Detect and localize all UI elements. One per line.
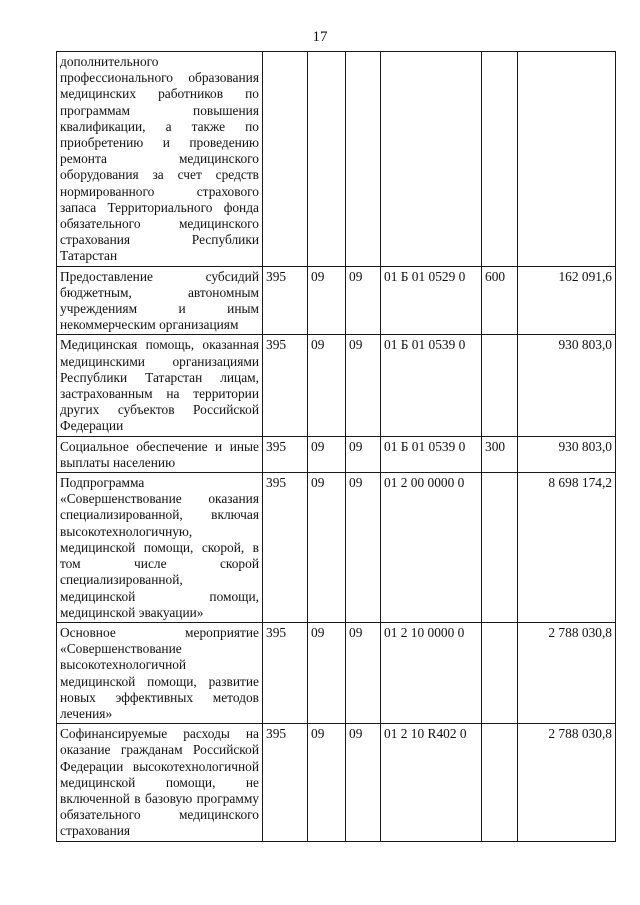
page-number: 17 [312, 29, 328, 45]
section-code-cell: 09 [308, 266, 346, 335]
table-row [57, 52, 616, 267]
section-code-cell: 09 [308, 473, 346, 623]
row-name-cell: Социальное обеспечение и иные выплаты населению [57, 436, 263, 472]
subsection-code-cell: 09 [346, 473, 381, 623]
expense-type-cell [482, 622, 518, 723]
subsection-code-cell: 09 [346, 436, 381, 472]
ministry-code-cell: 395 [263, 436, 308, 472]
subsection-code-cell: 09 [346, 622, 381, 723]
amount-cell: 930 803,0 [518, 436, 616, 472]
amount-cell: 930 803,0 [518, 335, 616, 436]
ministry-code-cell: 395 [263, 335, 308, 436]
subsection-code-cell: 09 [346, 266, 381, 335]
section-code-cell: 09 [308, 622, 346, 723]
ministry-code-cell: 395 [263, 473, 308, 623]
table-row [57, 335, 616, 436]
row-name-cell: дополнительного профессионального образования медицинских работников по программам повышения квалификации, а также по приобретению и проведению ремонта медицинского оборудования за счет средств нормированного страхового запаса Территориального фонда обязательного медицинского страхования Республики Татарстан [57, 52, 263, 267]
amount-cell: 162 091,6 [518, 266, 616, 335]
expense-type-cell: 300 [482, 436, 518, 472]
table-row [57, 724, 616, 842]
subsection-code-cell: 09 [346, 335, 381, 436]
amount-cell: 2 788 030,8 [518, 622, 616, 723]
row-name-cell: Основное мероприятие «Совершенствование высокотехнологичной медицинской помощи, развитие новых эффективных методов лечения» [57, 622, 263, 723]
section-code-cell: 09 [308, 335, 346, 436]
subsection-code-cell: 09 [346, 724, 381, 842]
row-name-cell: Софинансируемые расходы на оказание гражданам Российской Федерации высокотехнологичной медицинской помощи, не включенной в базовую программу обязательного медицинского страхования [57, 724, 263, 842]
target-article-cell: 01 Б 01 0539 0 [381, 436, 482, 472]
section-code-cell: 09 [308, 724, 346, 842]
target-article-cell: 01 Б 01 0539 0 [381, 335, 482, 436]
expense-type-cell: 600 [482, 266, 518, 335]
target-article-cell [381, 52, 482, 267]
section-code-cell: 09 [308, 436, 346, 472]
target-article-cell: 01 2 10 0000 0 [381, 622, 482, 723]
amount-cell: 2 788 030,8 [518, 724, 616, 842]
table-row [57, 473, 616, 623]
expense-type-cell [482, 52, 518, 267]
target-article-cell: 01 2 00 0000 0 [381, 473, 482, 623]
table-row [57, 266, 616, 335]
ministry-code-cell: 395 [263, 724, 308, 842]
target-article-cell: 01 2 10 R402 0 [381, 724, 482, 842]
ministry-code-cell [263, 52, 308, 267]
amount-cell [518, 52, 616, 267]
table-row [57, 436, 616, 472]
row-name-cell: Медицинская помощь, оказанная медицинскими организациями Республики Татарстан лицам, застрахованным на территории других субъектов Российской Федерации [57, 335, 263, 436]
subsection-code-cell [346, 52, 381, 267]
section-code-cell [308, 52, 346, 267]
target-article-cell: 01 Б 01 0529 0 [381, 266, 482, 335]
budget-table [56, 51, 616, 842]
amount-cell: 8 698 174,2 [518, 473, 616, 623]
row-name-cell: Подпрограмма «Совершенствование оказания специализированной, включая высокотехнологичную, медицинской помощи, скорой, в том числе скорой специализированной, медицинской помощи, медицинской эвакуации» [57, 473, 263, 623]
expense-type-cell [482, 724, 518, 842]
expense-type-cell [482, 473, 518, 623]
table-row [57, 622, 616, 723]
expense-type-cell [482, 335, 518, 436]
row-name-cell: Предоставление субсидий бюджетным, автономным учреждениям и иным некоммерческим организациям [57, 266, 263, 335]
ministry-code-cell: 395 [263, 266, 308, 335]
ministry-code-cell: 395 [263, 622, 308, 723]
